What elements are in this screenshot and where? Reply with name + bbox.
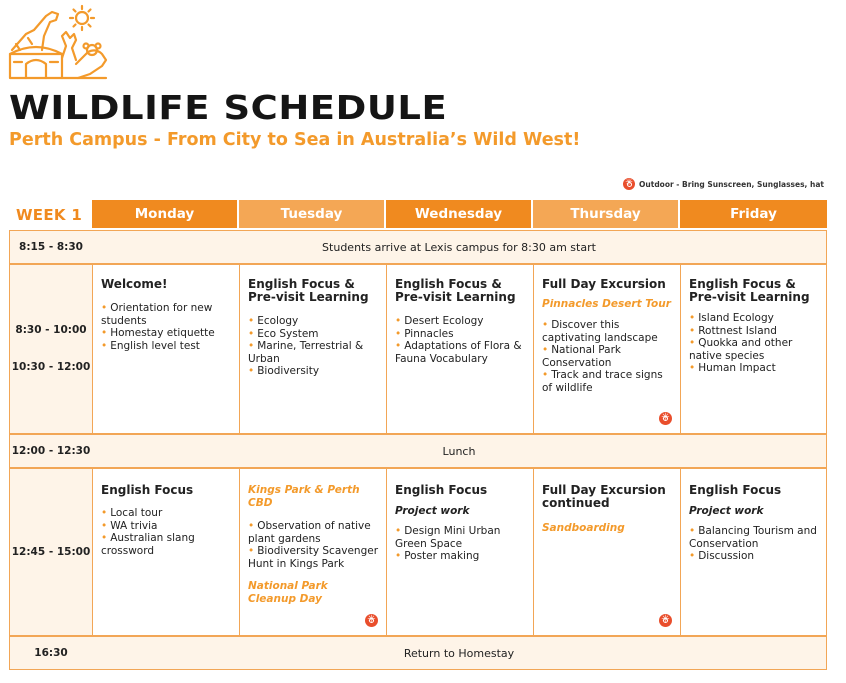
cell-title: English Focus & Pre-visit Learning (689, 277, 810, 304)
cell-title: English Focus (395, 483, 488, 497)
cell-label: Project work (689, 505, 764, 517)
list-item: • Biodiversity (248, 365, 320, 377)
cell-title: Welcome! (101, 277, 168, 291)
activity-list (689, 525, 819, 563)
day-header-tuesday: Tuesday (239, 200, 384, 228)
list-item: • Biodiversity Scavenger Hunt in Kings Park (248, 545, 379, 570)
list-item: • English level test (101, 339, 200, 352)
list-item: • Balancing Tourism and Conservation (689, 525, 817, 550)
cell-title: Full Day Excursion continued (542, 483, 666, 510)
activity-list (101, 507, 232, 557)
outdoor-sun-icon (659, 614, 672, 627)
cell-label: Project work (395, 505, 470, 517)
cell-friday-morning (680, 265, 826, 433)
outdoor-sun-icon (623, 178, 635, 190)
list-item: • Homestay etiquette (101, 327, 215, 339)
list-item: • Pinnacles (395, 327, 454, 340)
cell-thursday-afternoon (533, 469, 680, 635)
outdoor-sun-icon (659, 412, 672, 425)
list-item: • Discover this captivating landscape (542, 319, 658, 344)
list-item: • WA trivia (101, 519, 158, 532)
list-item: • Poster making (395, 550, 480, 562)
list-item: • Ecology (248, 315, 299, 327)
list-item: • Quokka and other native species (689, 337, 793, 362)
excursion-name: Pinnacles Desert Tour (542, 298, 671, 310)
time-label: 12:00 - 12:30 (11, 445, 91, 457)
list-item: • Discussion (689, 550, 755, 562)
activity-list (542, 319, 673, 394)
activity-list (101, 302, 232, 352)
activity-list (689, 312, 819, 375)
week-label: WEEK 1 (15, 206, 83, 224)
list-item: • Island Ecology (689, 312, 774, 324)
list-item: • Design Mini Urban Green Space (395, 525, 501, 550)
outdoor-legend-label: Outdoor - Bring Sunscreen, Sunglasses, hat (639, 179, 824, 189)
cell-monday-morning (92, 265, 239, 433)
activity-list (248, 520, 379, 570)
list-item: • Observation of native plant gardens (248, 520, 371, 545)
arrive-text: Students arrive at Lexis campus for 8:30 am start (322, 240, 596, 254)
time-label: 12:45 - 15:00 (11, 546, 91, 558)
return-text: Return to Homestay (403, 646, 515, 660)
cell-title: Full Day Excursion (542, 277, 666, 291)
cell-wednesday-morning (386, 265, 533, 433)
lunch-text: Lunch (442, 444, 476, 458)
outdoor-sun-icon (365, 614, 378, 627)
cell-friday-afternoon (680, 469, 826, 635)
cell-title: English Focus & Pre-visit Learning (395, 277, 516, 304)
list-item: • Desert Ecology (395, 315, 484, 327)
schedule-row-return (9, 636, 827, 670)
day-header-wednesday: Wednesday (386, 200, 531, 228)
excursion-name: Sandboarding (542, 522, 625, 534)
cell-title: English Focus (689, 483, 782, 497)
schedule-row-arrive (9, 230, 827, 264)
cell-title: English Focus & Pre-visit Learning (248, 277, 369, 304)
list-item: • Local tour (101, 507, 163, 519)
activity-list (248, 315, 379, 378)
page-title: WILDLIFE SCHEDULE (9, 88, 448, 127)
time-label: 8:15 - 8:30 (19, 241, 83, 253)
page-subtitle: Perth Campus - From City to Sea in Australia’s Wild West! (9, 130, 581, 150)
time-label: 8:30 - 10:00 (15, 324, 87, 336)
day-header-thursday: Thursday (533, 200, 678, 228)
cell-tuesday-afternoon (239, 469, 386, 635)
list-item: • Rottnest Island (689, 324, 777, 337)
cell-title: English Focus (101, 483, 194, 497)
time-label: 10:30 - 12:00 (11, 361, 91, 373)
activity-list (395, 525, 526, 563)
day-header-friday: Friday (680, 200, 827, 228)
list-item: • Orientation for new students (101, 302, 213, 327)
cell-tuesday-morning (239, 265, 386, 433)
excursion-name: National Park Cleanup Day (248, 580, 328, 605)
list-item: • Australian slang crossword (101, 532, 195, 557)
zoo-animals-logo-icon (6, 4, 110, 82)
schedule-row-morning (9, 264, 827, 434)
activity-list (395, 315, 526, 365)
schedule-row-lunch (9, 434, 827, 468)
outdoor-legend (623, 178, 824, 190)
excursion-name: Kings Park & Perth CBD (248, 484, 360, 509)
cell-thursday-morning (533, 265, 680, 433)
day-header-monday: Monday (92, 200, 237, 228)
list-item: • Track and trace signs of wildlife (542, 369, 663, 394)
schedule-row-afternoon (9, 468, 827, 636)
cell-monday-afternoon (92, 469, 239, 635)
cell-wednesday-afternoon (386, 469, 533, 635)
list-item: • National Park Conservation (542, 344, 621, 369)
list-item: • Eco System (248, 327, 319, 340)
list-item: • Marine, Terrestrial & Urban (248, 340, 364, 365)
list-item: • Human Impact (689, 362, 776, 374)
time-label: 16:30 (34, 647, 68, 659)
list-item: • Adaptations of Flora & Fauna Vocabulary (395, 340, 522, 365)
